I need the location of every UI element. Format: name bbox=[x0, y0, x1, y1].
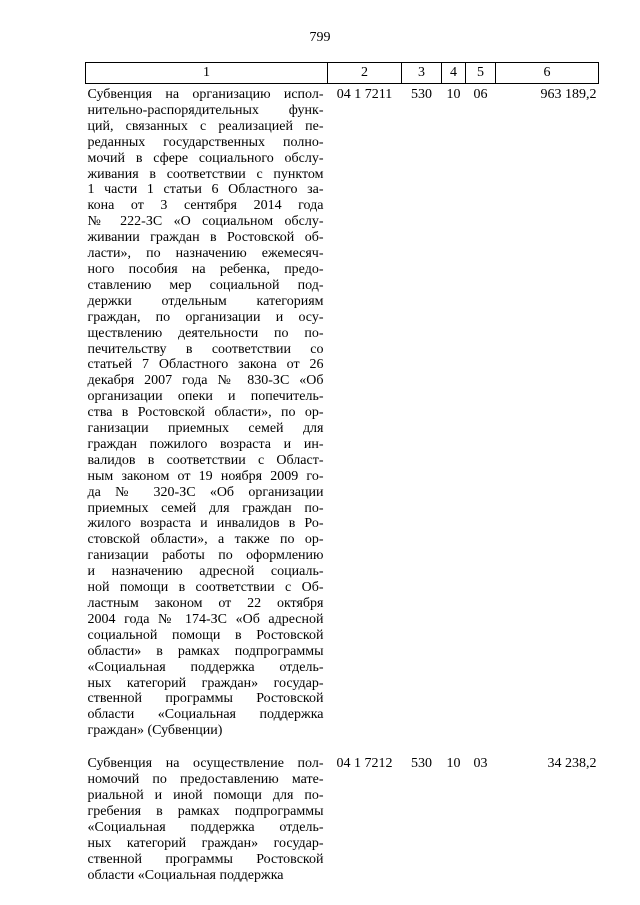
description-line: ставлению мер социальной под- bbox=[87, 277, 324, 293]
description-line: «Социальная поддержка отдель- bbox=[87, 659, 324, 675]
description-line: да № 320-ЗС «Об организации bbox=[87, 484, 324, 500]
description-line: стовской области», а также по ор- bbox=[87, 532, 324, 548]
description-line: нительно-распорядительных функ- bbox=[87, 102, 324, 118]
description-line: кона от 3 сентября 2014 года bbox=[87, 198, 324, 214]
description-line: номочий по предоставлению мате- bbox=[87, 772, 324, 788]
column-header: 5 bbox=[466, 63, 496, 84]
description-line: ным законом от 19 ноября 2009 го- bbox=[87, 468, 324, 484]
row-col5: 03 bbox=[473, 756, 488, 772]
description-line: ной помощи в соответствии с Об- bbox=[87, 580, 324, 596]
description-line: ных категорий граждан» государ- bbox=[87, 675, 324, 691]
description-line: 1 части 1 статьи 6 Областного за- bbox=[87, 182, 324, 198]
row-amount: 34 238,2 bbox=[547, 756, 597, 772]
column-header: 4 bbox=[442, 63, 466, 84]
description-line: Субвенция на осуществление пол- bbox=[87, 756, 324, 772]
description-line: и назначению адресной социаль- bbox=[87, 564, 324, 580]
row-code: 04 1 7212 bbox=[336, 756, 393, 772]
budget-table bbox=[85, 62, 599, 883]
table-row bbox=[86, 84, 599, 740]
description-line: ций, связанных с реализацией пе- bbox=[87, 118, 324, 134]
description-line: валидов в соответствии с Област- bbox=[87, 452, 324, 468]
column-header: 1 bbox=[86, 63, 328, 84]
table-row bbox=[86, 753, 599, 883]
description-line: живании граждан в Ростовской об- bbox=[87, 230, 324, 246]
page-number: 799 bbox=[309, 30, 331, 45]
description-line: Субвенция на организацию испол- bbox=[87, 87, 324, 102]
description-line: № 222-ЗС «О социальном обслу- bbox=[87, 214, 324, 230]
description-line: граждан» (Субвенции) bbox=[87, 723, 223, 739]
row-col4: 10 bbox=[446, 87, 461, 102]
row-description bbox=[86, 753, 328, 883]
description-line: статьей 7 Областного закона от 26 bbox=[87, 357, 324, 373]
description-line: ществлению деятельности по по- bbox=[87, 325, 324, 341]
header-row bbox=[86, 63, 599, 84]
description-line: реданных государственных полно- bbox=[87, 134, 324, 150]
column-header: 3 bbox=[402, 63, 442, 84]
description-line: мочий в сфере социального обслу- bbox=[87, 150, 324, 166]
description-line: жилого возраста и инвалидов в Ро- bbox=[87, 516, 324, 532]
description-line: ганизации работы по оформлению bbox=[87, 548, 324, 564]
description-line: живания в соответствии с пунктом bbox=[87, 166, 324, 182]
row-spacer bbox=[86, 739, 599, 753]
row-col4: 10 bbox=[446, 756, 461, 772]
row-code: 04 1 7211 bbox=[336, 87, 393, 102]
description-line: ственной программы Ростовской bbox=[87, 691, 324, 707]
description-line: ласти», по назначению ежемесяч- bbox=[87, 246, 324, 262]
row-col5: 06 bbox=[473, 87, 488, 102]
description-line: декабря 2007 года № 830-ЗС «Об bbox=[87, 373, 324, 389]
description-line: ганизации приемных семей для bbox=[87, 421, 324, 437]
row-col3: 530 bbox=[411, 87, 432, 102]
description-line: ственной программы Ростовской bbox=[87, 851, 324, 867]
description-line: области «Социальная поддержка bbox=[87, 707, 324, 723]
description-line: ластным законом от 22 октября bbox=[87, 596, 324, 611]
description-line: граждан, по организации и осу- bbox=[87, 309, 324, 325]
description-line: 2004 года № 174-ЗС «Об адресной bbox=[87, 611, 324, 627]
description-line: приемных семей для граждан по- bbox=[87, 500, 324, 516]
description-line: социальной помощи в Ростовской bbox=[87, 627, 324, 643]
description-line: ства в Ростовской области», по ор- bbox=[87, 405, 324, 421]
description-line: области» в рамках подпрограммы bbox=[87, 643, 324, 659]
description-line: ного пособия на ребенка, предо- bbox=[87, 261, 324, 277]
description-line: ных категорий граждан» государ- bbox=[87, 835, 324, 851]
column-header: 2 bbox=[328, 63, 402, 84]
description-line: граждан пожилого возраста и ин- bbox=[87, 436, 324, 452]
description-line: области «Социальная поддержка bbox=[87, 867, 284, 883]
description-line: гребения в рамках подпрограммы bbox=[87, 803, 324, 819]
column-header: 6 bbox=[496, 63, 599, 84]
description-line: организации опеки и попечитель- bbox=[87, 389, 324, 405]
description-line: риальной и иной помощи для по- bbox=[87, 787, 324, 803]
row-amount: 963 189,2 bbox=[540, 87, 597, 102]
description-line: держки отдельным категориям bbox=[87, 293, 324, 309]
row-col3: 530 bbox=[411, 756, 432, 772]
description-line: печительству в соответствии со bbox=[87, 341, 324, 357]
row-description bbox=[86, 84, 328, 740]
description-line: «Социальная поддержка отдель- bbox=[87, 819, 324, 835]
